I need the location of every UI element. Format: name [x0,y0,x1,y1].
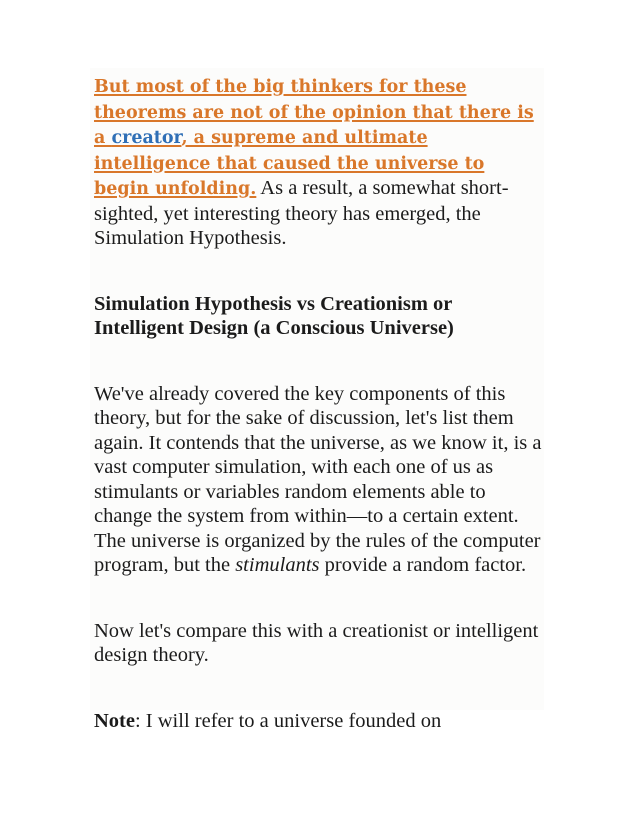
creator-link[interactable]: creator [111,128,182,148]
intro-rest-text: As a result, a somewhat short-sighted, yet interesting theory has emerged, the Simulation Hypothesis. [94,177,509,249]
body-paragraph-1 [94,382,542,578]
document-page [90,68,544,732]
stimulants-italic: stimulants [235,554,320,576]
note-text: : I will refer to a universe founded on [134,709,442,732]
section-heading: Simulation Hypothesis vs Creationism or Intelligent Design (a Conscious Universe) [94,292,454,339]
body-paragraph-2: Now let's compare this with a creationist or intelligent design theory. [94,619,539,666]
highlight-text-before: But most of the big thinkers for these theorems are not of the opinion that there is a [94,77,534,148]
paragraph1-text-before: We've already covered the key components of this theory, but for the sake of discussion, let's list them again. It contends that the universe, as we know it, is a vast computer simulation, with each one of us as stimulants or variables random elements able to change the system from within—to a certain extent. The universe is organized by the rules of the computer program, but the [94,382,542,576]
note-label: Note [94,709,135,732]
document-content [94,74,542,733]
paragraph1-text-after: provide a random factor. [319,554,527,576]
highlight-text-after: , a supreme and ultimate intelligence that caused the universe to begin unfolding. [94,128,485,199]
intro-paragraph [94,74,542,251]
note-paragraph [94,709,542,734]
